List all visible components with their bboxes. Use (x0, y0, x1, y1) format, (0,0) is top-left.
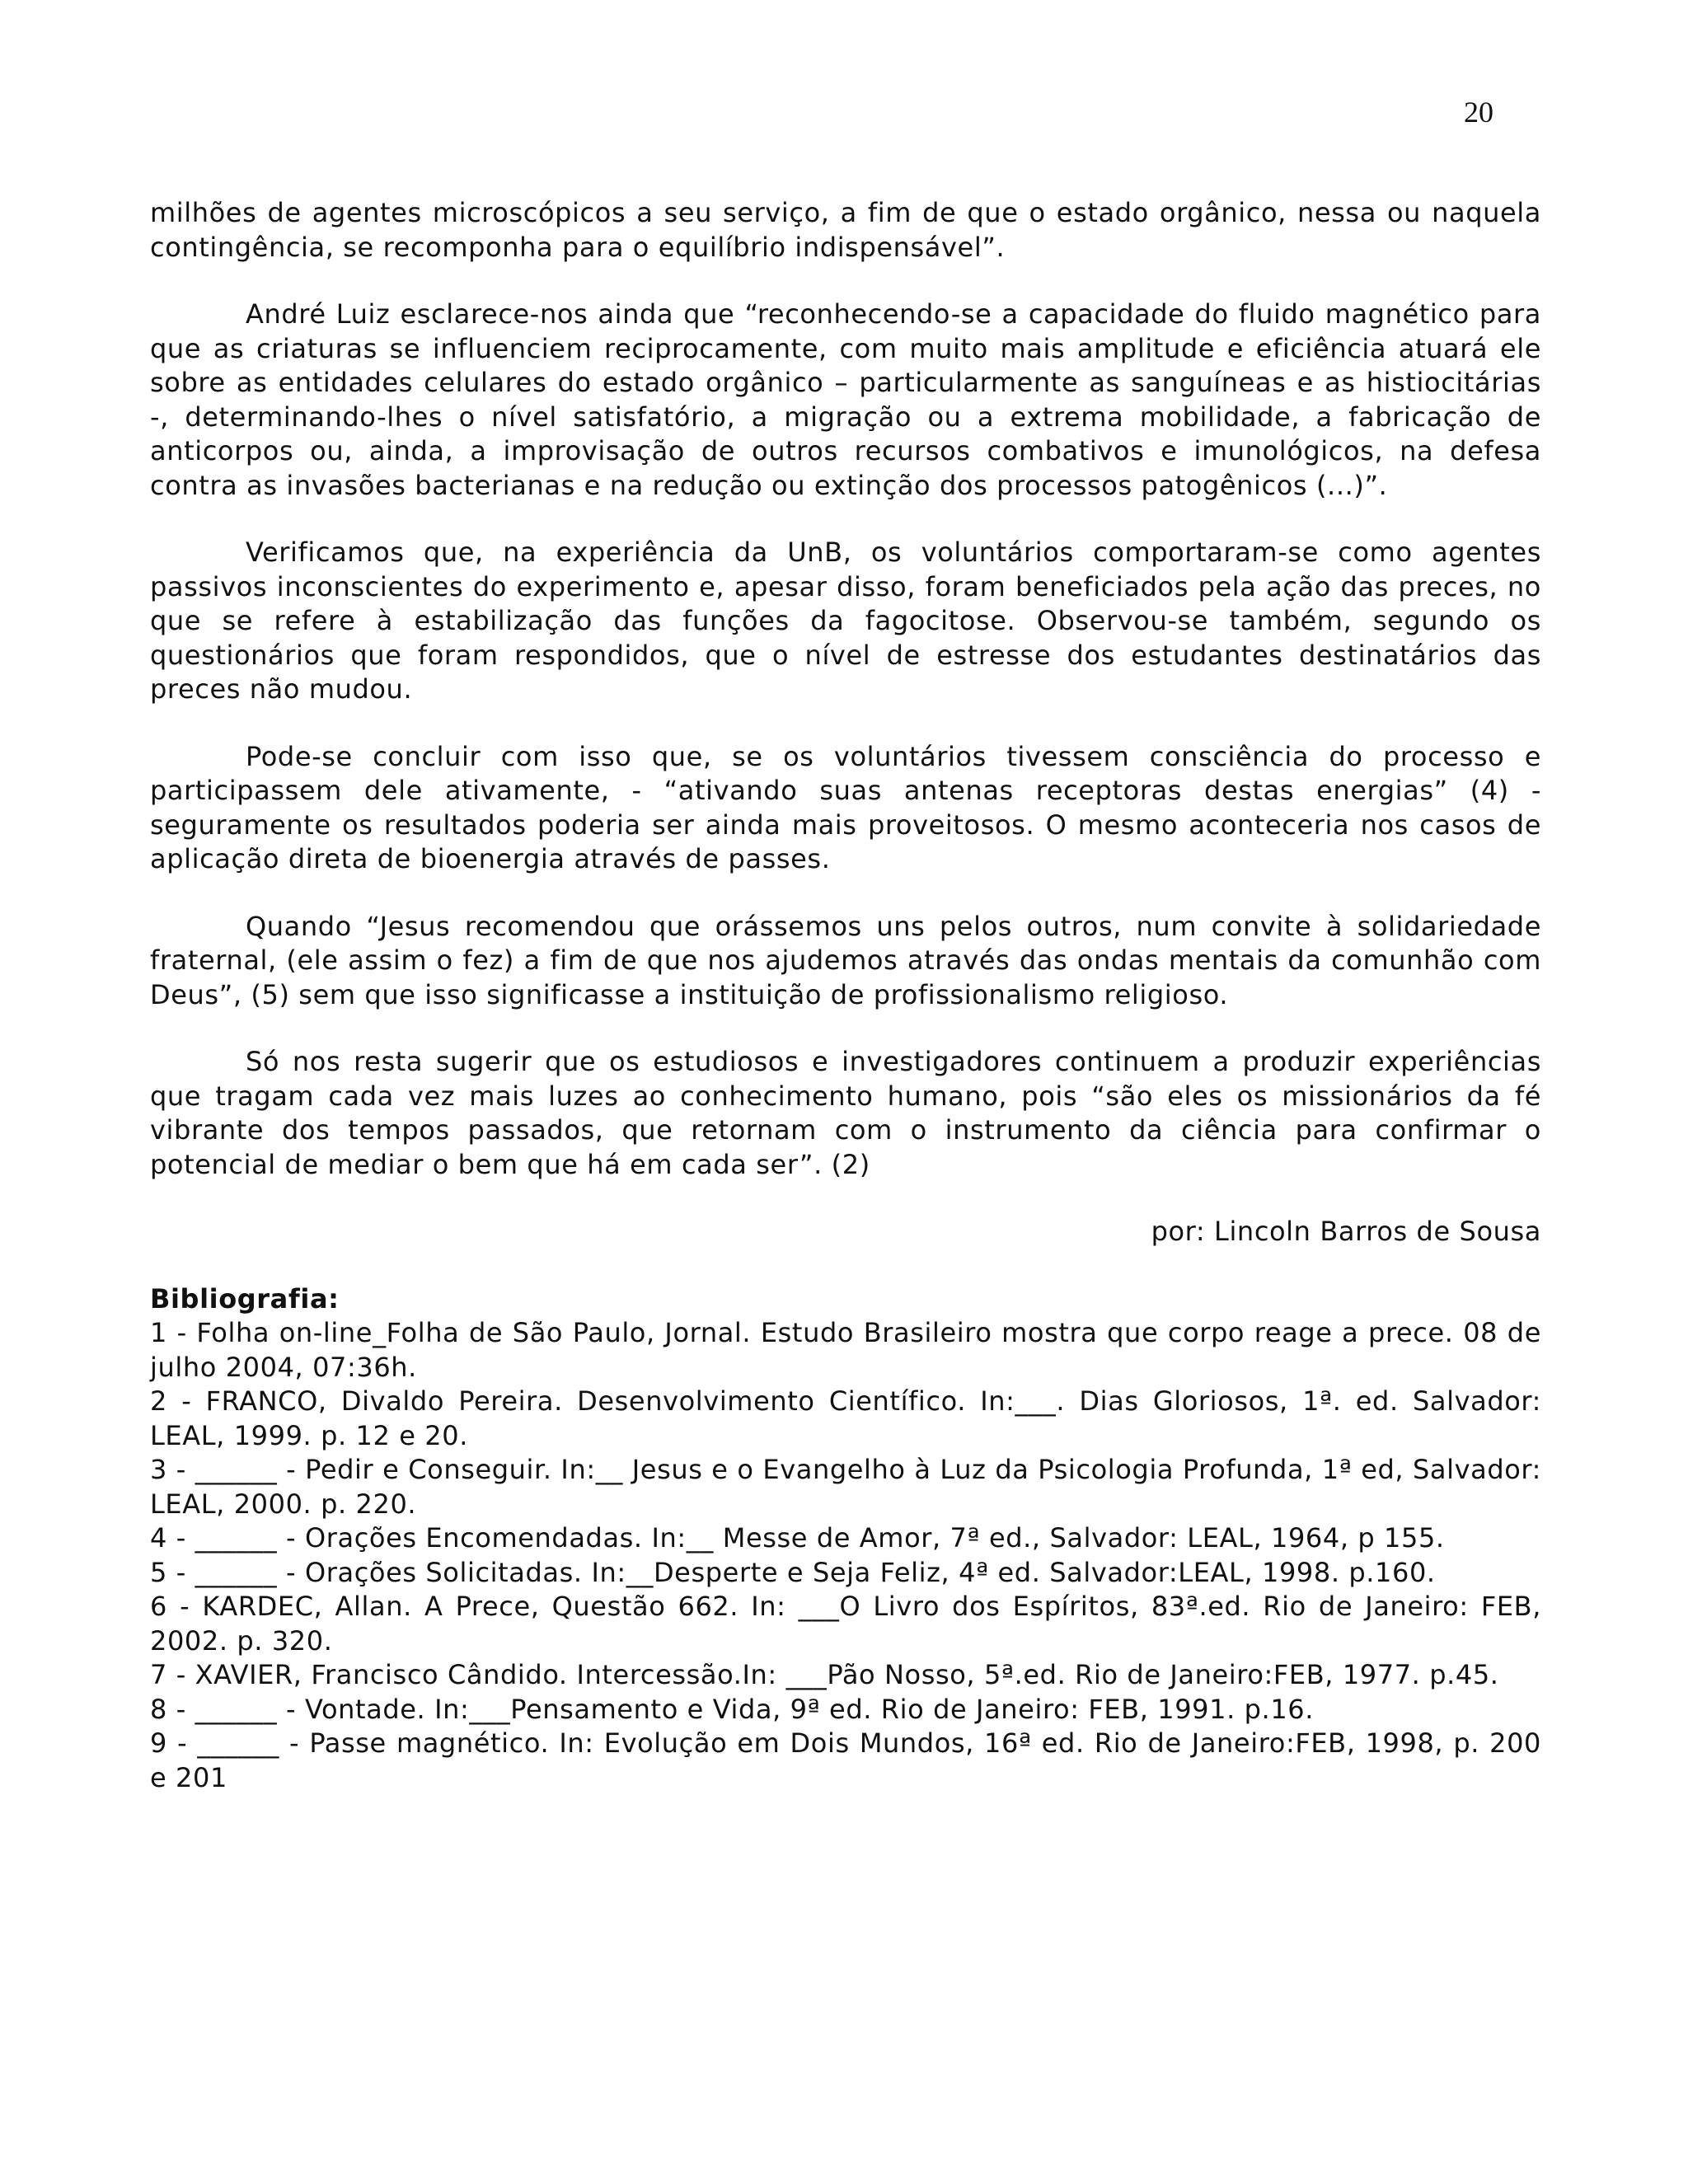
bibliography-item: 1 - Folha on-line_Folha de São Paulo, Jornal. Estudo Brasileiro mostra que corpo reage a prece. 08 de julho 2004, 07:36h. (150, 1317, 1541, 1383)
author-signature: por: Lincoln Barros de Sousa (1151, 1216, 1541, 1247)
bibliography-item: 9 - ______ - Passe magnético. In: Evolução em Dois Mundos, 16ª ed. Rio de Janeiro:FEB, 1998, p. 200 e 201 (150, 1727, 1541, 1793)
paragraph: Pode-se concluir com isso que, se os voluntários tivessem consciência do processo e participassem dele ativamente, - “ativando suas antenas receptoras destas energias” (4) - seguramente os resultados poderia ser ainda mais proveitosos. O mesmo aconteceria nos casos de aplicação direta de bioenergia através de passes. (150, 740, 1541, 874)
bibliography-heading: Bibliografia: (150, 1282, 340, 1315)
paragraph-continuation: milhões de agentes microscópicos a seu serviço, a fim de que o estado orgânico, nessa ou naquela contingência, se recomponha para o equilíbrio indispensável”. (150, 197, 1541, 263)
bibliography-item: 5 - ______ - Orações Solicitadas. In:__Desperte e Seja Feliz, 4ª ed. Salvador:LEAL, 1998. p.160. (150, 1556, 1436, 1588)
bibliography-item: 8 - ______ - Vontade. In:___Pensamento e Vida, 9ª ed. Rio de Janeiro: FEB, 1991. p.16. (150, 1693, 1315, 1725)
bibliography-item: 6 - KARDEC, Allan. A Prece, Questão 662. In: ___O Livro dos Espíritos, 83ª.ed. Rio de Janeiro: FEB, 2002. p. 320. (150, 1591, 1541, 1657)
paragraph: André Luiz esclarece-nos ainda que “reconhecendo-se a capacidade do fluido magnético para que as criaturas se influenciem reciprocamente, com muito mais amplitude e eficiência atuará ele sobre as entidades celulares do estado orgânico – particularmente as sanguíneas e as histiocitárias -, determinando-lhes o nível satisfatório, a migração ou a extrema mobilidade, a fabricação de anticorpos ou, ainda, a improvisação de outros recursos combativos e imunológicos, na defesa contra as invasões bacterianas e na redução ou extinção dos processos patogênicos (...)”. (150, 298, 1541, 501)
bibliography-list (150, 1316, 1541, 1795)
paragraph: Verificamos que, na experiência da UnB, os voluntários comportaram-se como agentes passivos inconscientes do experimento e, apesar disso, foram beneficiados pela ação das preces, no que se refere à estabilização das funções da fagocitose. Observou-se também, segundo os questionários que foram respondidos, que o nível de estresse dos estudantes destinatários das preces não mudou. (150, 537, 1541, 705)
paragraph: Só nos resta sugerir que os estudiosos e investigadores continuem a produzir experiências que tragam cada vez mais luzes ao conhecimento humano, pois “são eles os missionários da fé vibrante dos tempos passados, que retornam com o instrumento da ciência para confirmar o potencial de mediar o bem que há em cada ser”. (2) (150, 1046, 1541, 1180)
bibliography-section (150, 1282, 1541, 1796)
bibliography-item: 2 - FRANCO, Divaldo Pereira. Desenvolvimento Científico. In:___. Dias Gloriosos, 1ª. ed. Salvador: LEAL, 1999. p. 12 e 20. (150, 1385, 1541, 1451)
bibliography-item: 3 - ______ - Pedir e Conseguir. In:__ Jesus e o Evangelho à Luz da Psicologia Profunda, 1ª ed, Salvador: LEAL, 2000. p. 220. (150, 1454, 1541, 1520)
bibliography-item: 4 - ______ - Orações Encomendadas. In:__ Messe de Amor, 7ª ed., Salvador: LEAL, 1964, p 155. (150, 1522, 1445, 1554)
page-number: 20 (1464, 96, 1493, 129)
page-body (150, 196, 1541, 1795)
paragraph: Quando “Jesus recomendou que orássemos uns pelos outros, num convite à solidariedade fraternal, (ele assim o fez) a fim de que nos ajudemos através das ondas mentais da comunhão com Deus”, (5) sem que isso significasse a instituição de profissionalismo religioso. (150, 910, 1541, 1010)
bibliography-item: 7 - XAVIER, Francisco Cândido. Intercessão.In: ___Pão Nosso, 5ª.ed. Rio de Janeiro:FEB, 1977. p.45. (150, 1659, 1499, 1690)
